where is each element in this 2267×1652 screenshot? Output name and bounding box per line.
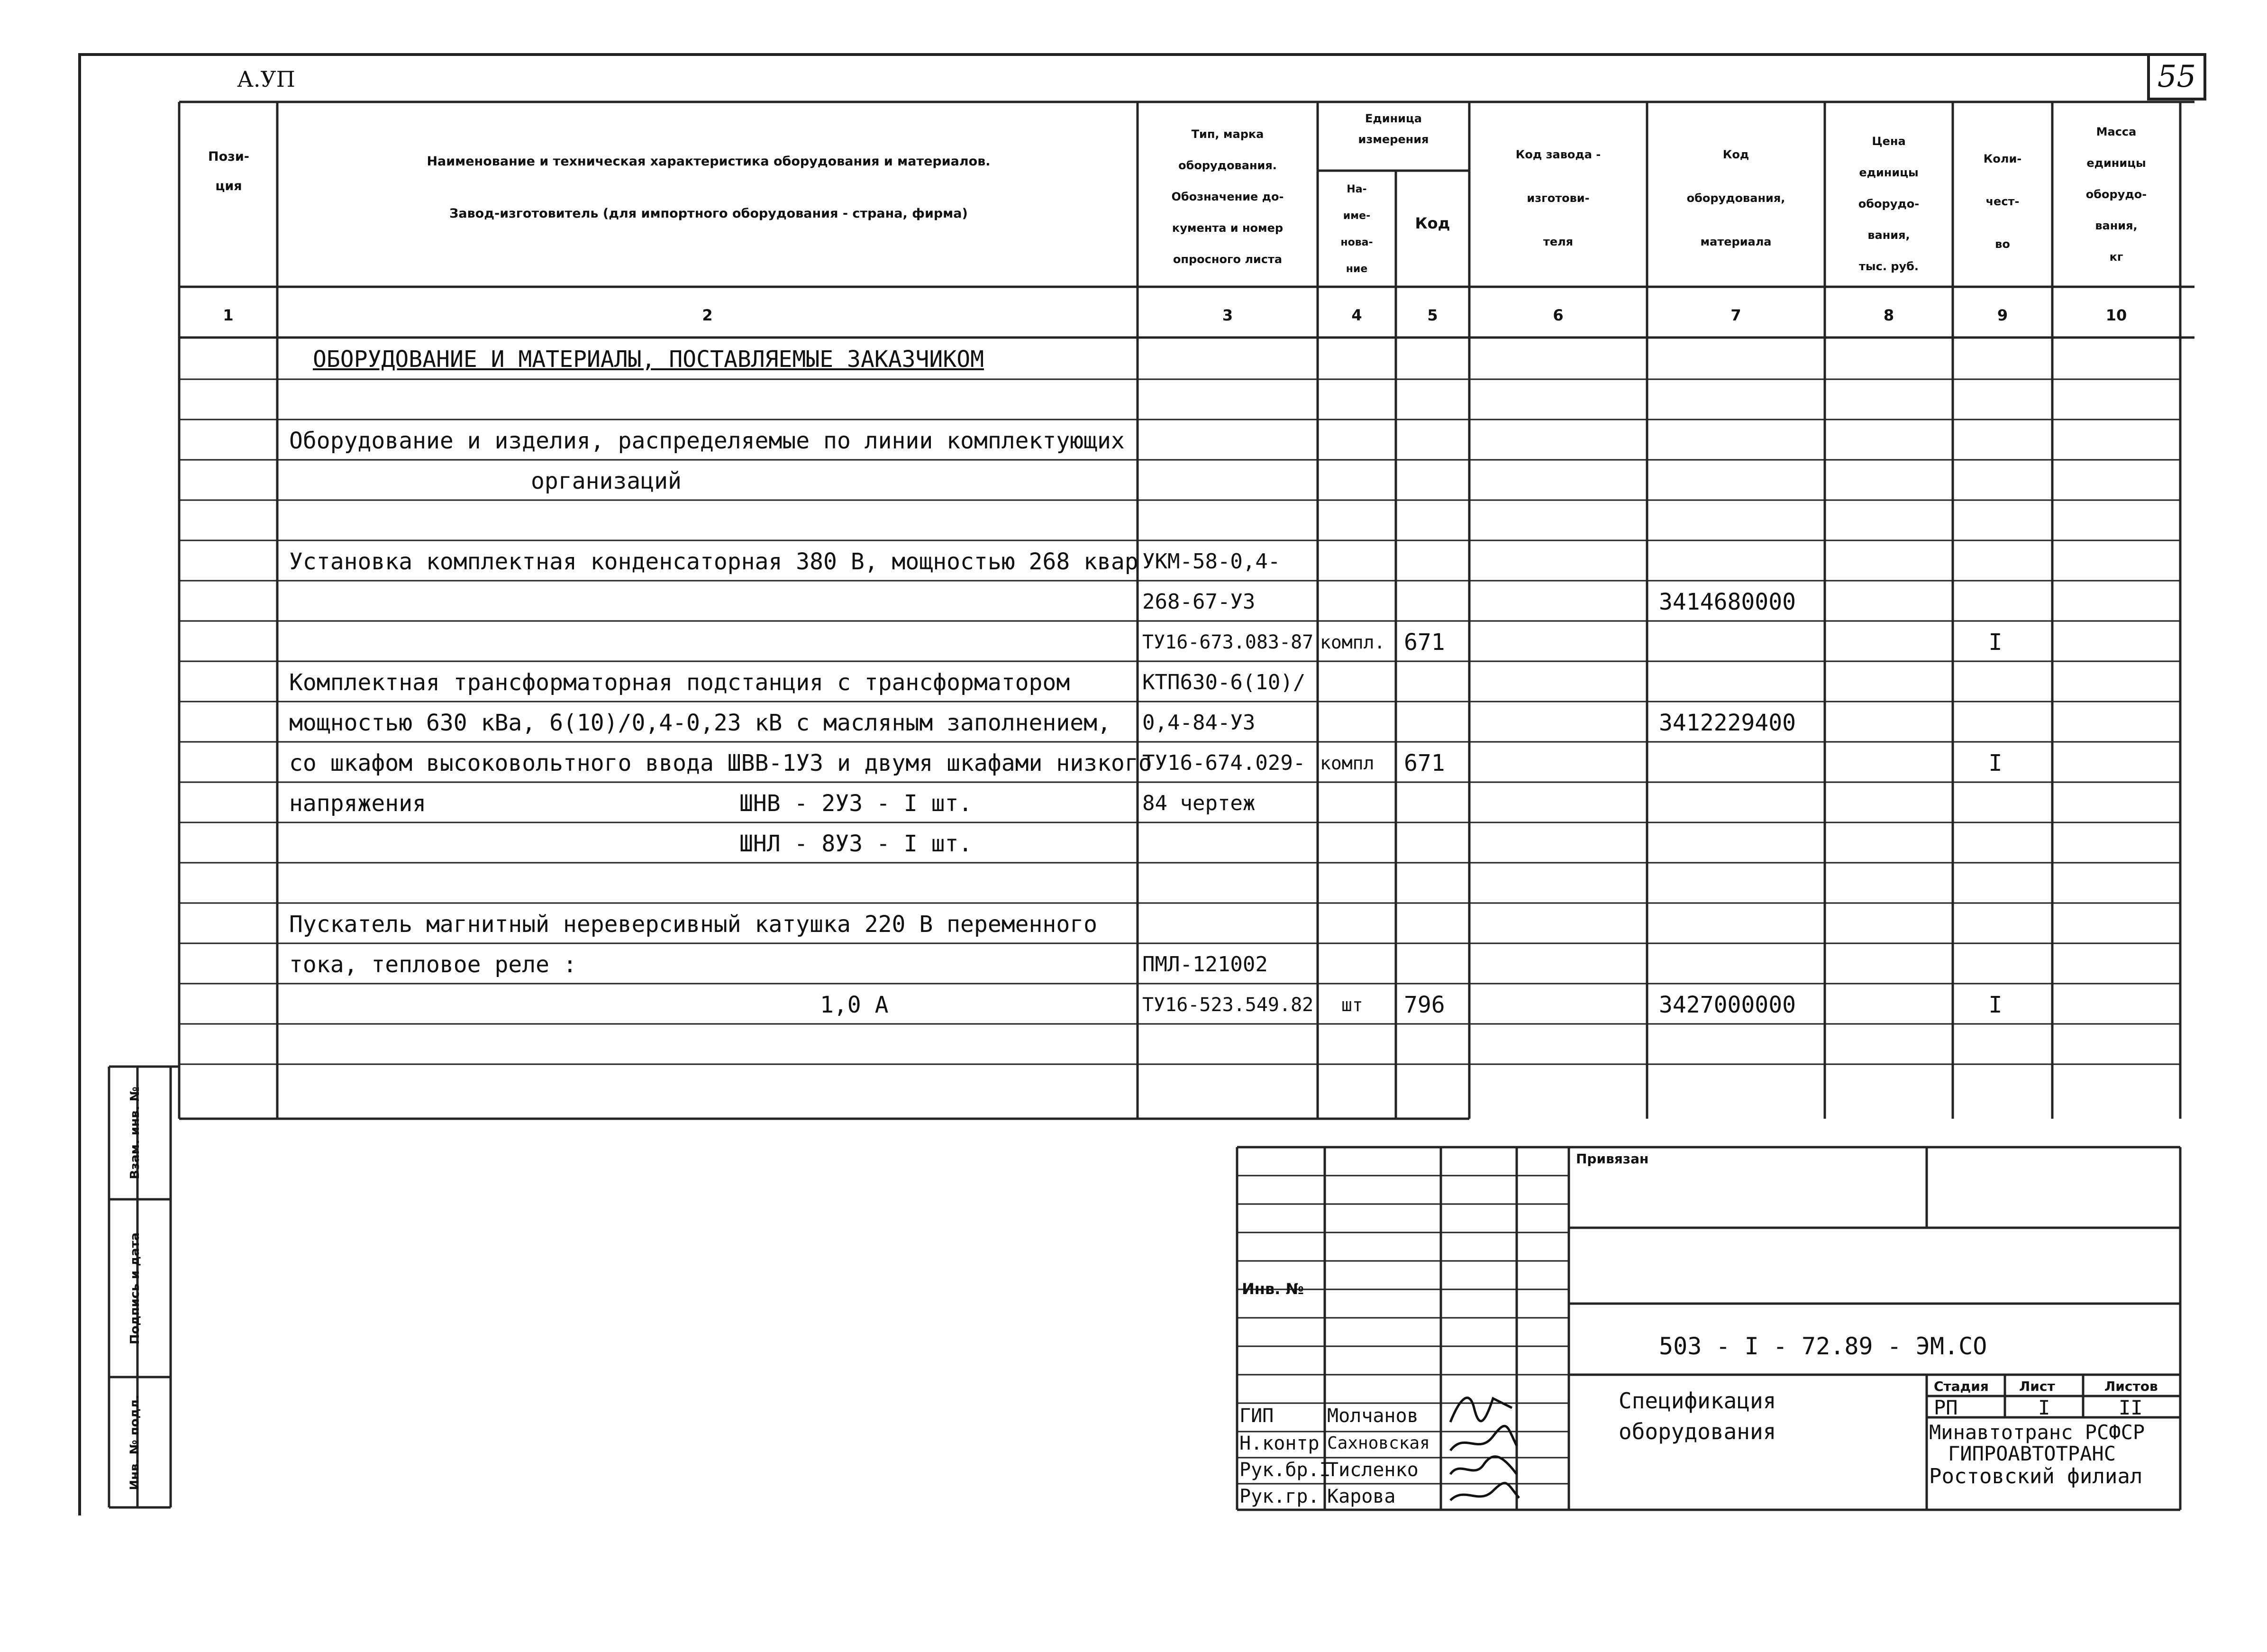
signature-scribbles — [1441, 1379, 1526, 1512]
row-starter-code: 3427000000 — [1659, 992, 1796, 1018]
row-subsection-line1: Оборудование и изделия, распределяемые по линии комплектующих — [289, 428, 1125, 454]
colnum-1: 1 — [223, 306, 234, 324]
row-capacitor-code: 3414680000 — [1659, 589, 1796, 615]
row-substation-desc1: Комплектная трансформаторная подстанция с трансформатором — [289, 669, 1070, 696]
page-number: 55 — [2147, 53, 2206, 100]
row-starter-current: 1,0 А — [820, 992, 889, 1018]
row-substation-code: 3412229400 — [1659, 710, 1796, 736]
tb-sheet-label: Лист — [2019, 1378, 2055, 1394]
row-substation-unitcode: 671 — [1404, 750, 1445, 776]
header-price: Цена единицы оборудо- вания, тыс. руб. — [1858, 135, 1920, 273]
tb-name-gip: Молчанов — [1327, 1405, 1419, 1427]
row-substation-cabinet2: ШНЛ - 8УЗ - I шт. — [739, 831, 973, 857]
tb-name-rukbr: Тисленко — [1327, 1459, 1419, 1481]
tb-stage: РП — [1934, 1396, 1958, 1419]
tb-org-1: Минавтотранс РСФСР — [1929, 1421, 2145, 1444]
colnum-5: 5 — [1427, 306, 1438, 324]
row-subsection-line2: организаций — [531, 468, 682, 494]
header-name-line2: Завод-изготовитель (для импортного оборудования - страна, фирма) — [449, 206, 968, 221]
tb-sheets: II — [2119, 1396, 2143, 1419]
header-name-line1: Наименование и техническая характеристика оборудования и материалов. — [427, 154, 991, 169]
colnum-2: 2 — [702, 306, 713, 324]
row-substation-drawing: 84 чертеж — [1142, 791, 1256, 815]
row-substation-cabinet1: ШНВ - 2УЗ - I шт. — [739, 790, 973, 817]
row-substation-desc3: со шкафом высоковольтного ввода ШВВ-1УЗ и двумя шкафами низкого — [289, 750, 1152, 776]
header-mass: Масса единицы оборудо- вания, кг — [2085, 125, 2147, 264]
colnum-4: 4 — [1351, 306, 1362, 324]
colnum-7: 7 — [1730, 306, 1741, 324]
tb-sheets-label: Листов — [2104, 1378, 2158, 1394]
tb-org-3: Ростовский филиал — [1929, 1464, 2143, 1488]
tb-org-2: ГИПРОАВТОТРАНС — [1948, 1442, 2116, 1465]
row-section-title: ОБОРУДОВАНИЕ И МАТЕРИАЛЫ, ПОСТАВЛЯЕМЫЕ ЗАКАЗЧИКОМ — [313, 346, 984, 373]
tb-role-rukbr: Рук.бр.I — [1239, 1459, 1331, 1481]
row-capacitor-type2: 268-67-УЗ — [1142, 590, 1256, 614]
tb-doc-code: 503 - I - 72.89 - ЭМ.СО — [1659, 1333, 1987, 1360]
tb-stage-label: Стадия — [1934, 1378, 1989, 1394]
tb-inv-no: Инв. № — [1242, 1280, 1304, 1298]
row-capacitor-unit: компл. — [1320, 632, 1385, 653]
header-maker-code: Код завода - изготови- теля — [1515, 148, 1601, 248]
row-substation-qty: I — [1988, 750, 2003, 776]
header-position: Пози- ция — [208, 149, 249, 193]
row-substation-unit: компл — [1320, 753, 1375, 774]
side-vzam: Взам. инв. № — [128, 1086, 142, 1179]
header-unit-code: Код — [1415, 214, 1450, 232]
header-type: Тип, марка оборудования. Обозначение до- кумента и номер опросного листа — [1171, 128, 1284, 266]
colnum-9: 9 — [1997, 306, 2008, 324]
row-substation-desc2: мощностью 630 кВа, 6(10)/0,4-0,23 кВ с масляным заполнением, — [289, 710, 1111, 736]
row-capacitor-desc: Установка комплектная конденсаторная 380 В, мощностью 268 квар — [289, 548, 1138, 575]
header-unit-name: На- име- нова- ние — [1340, 183, 1373, 275]
row-capacitor-qty: I — [1988, 629, 2003, 656]
header-equipment-code: Код оборудования, материала — [1686, 148, 1785, 248]
row-capacitor-unitcode: 671 — [1404, 629, 1445, 656]
tb-name-rukgr: Карова — [1327, 1486, 1396, 1507]
row-substation-desc4: напряжения — [289, 790, 426, 817]
row-substation-tu: ТУ16-674.029- — [1142, 751, 1306, 775]
header-unit-group: Единица измерения — [1358, 112, 1429, 146]
row-substation-type2: 0,4-84-УЗ — [1142, 711, 1256, 735]
tb-role-rukgr: Рук.гр. — [1239, 1486, 1320, 1507]
colnum-6: 6 — [1553, 306, 1564, 324]
row-starter-qty: I — [1988, 992, 2003, 1018]
header-quantity: Коли- чест- во — [1983, 152, 2022, 251]
row-starter-unitcode: 796 — [1404, 992, 1445, 1018]
top-code: А.УП — [237, 66, 295, 92]
row-starter-desc2: тока, тепловое реле : — [289, 951, 577, 978]
tb-sheet: I — [2038, 1396, 2050, 1419]
side-inv-orig: Инв. № подл. — [128, 1394, 142, 1490]
row-starter-tu: ТУ16-523.549.82 — [1142, 994, 1314, 1016]
tb-role-gip: ГИП — [1239, 1405, 1274, 1427]
tb-doc-title-1: Спецификация — [1619, 1388, 1776, 1414]
tb-doc-title-2: оборудования — [1619, 1419, 1776, 1444]
side-sign-date: Подпись и дата — [128, 1232, 143, 1344]
tb-role-nkontr: Н.контр — [1239, 1433, 1320, 1454]
row-starter-unit: шт — [1341, 995, 1363, 1015]
colnum-8: 8 — [1883, 306, 1894, 324]
tb-privyazan: Привязан — [1576, 1151, 1649, 1167]
colnum-3: 3 — [1222, 306, 1233, 324]
colnum-10: 10 — [2105, 306, 2127, 324]
row-capacitor-tu: ТУ16-673.083-87 — [1142, 631, 1314, 653]
row-capacitor-type: УКМ-58-0,4- — [1142, 549, 1281, 574]
row-starter-desc1: Пускатель магнитный нереверсивный катушка 220 В переменного — [289, 911, 1098, 938]
row-starter-type: ПМЛ-121002 — [1142, 952, 1268, 977]
tb-name-nkontr: Сахновская — [1327, 1433, 1430, 1453]
row-substation-type: КТП630-6(10)/ — [1142, 670, 1306, 694]
